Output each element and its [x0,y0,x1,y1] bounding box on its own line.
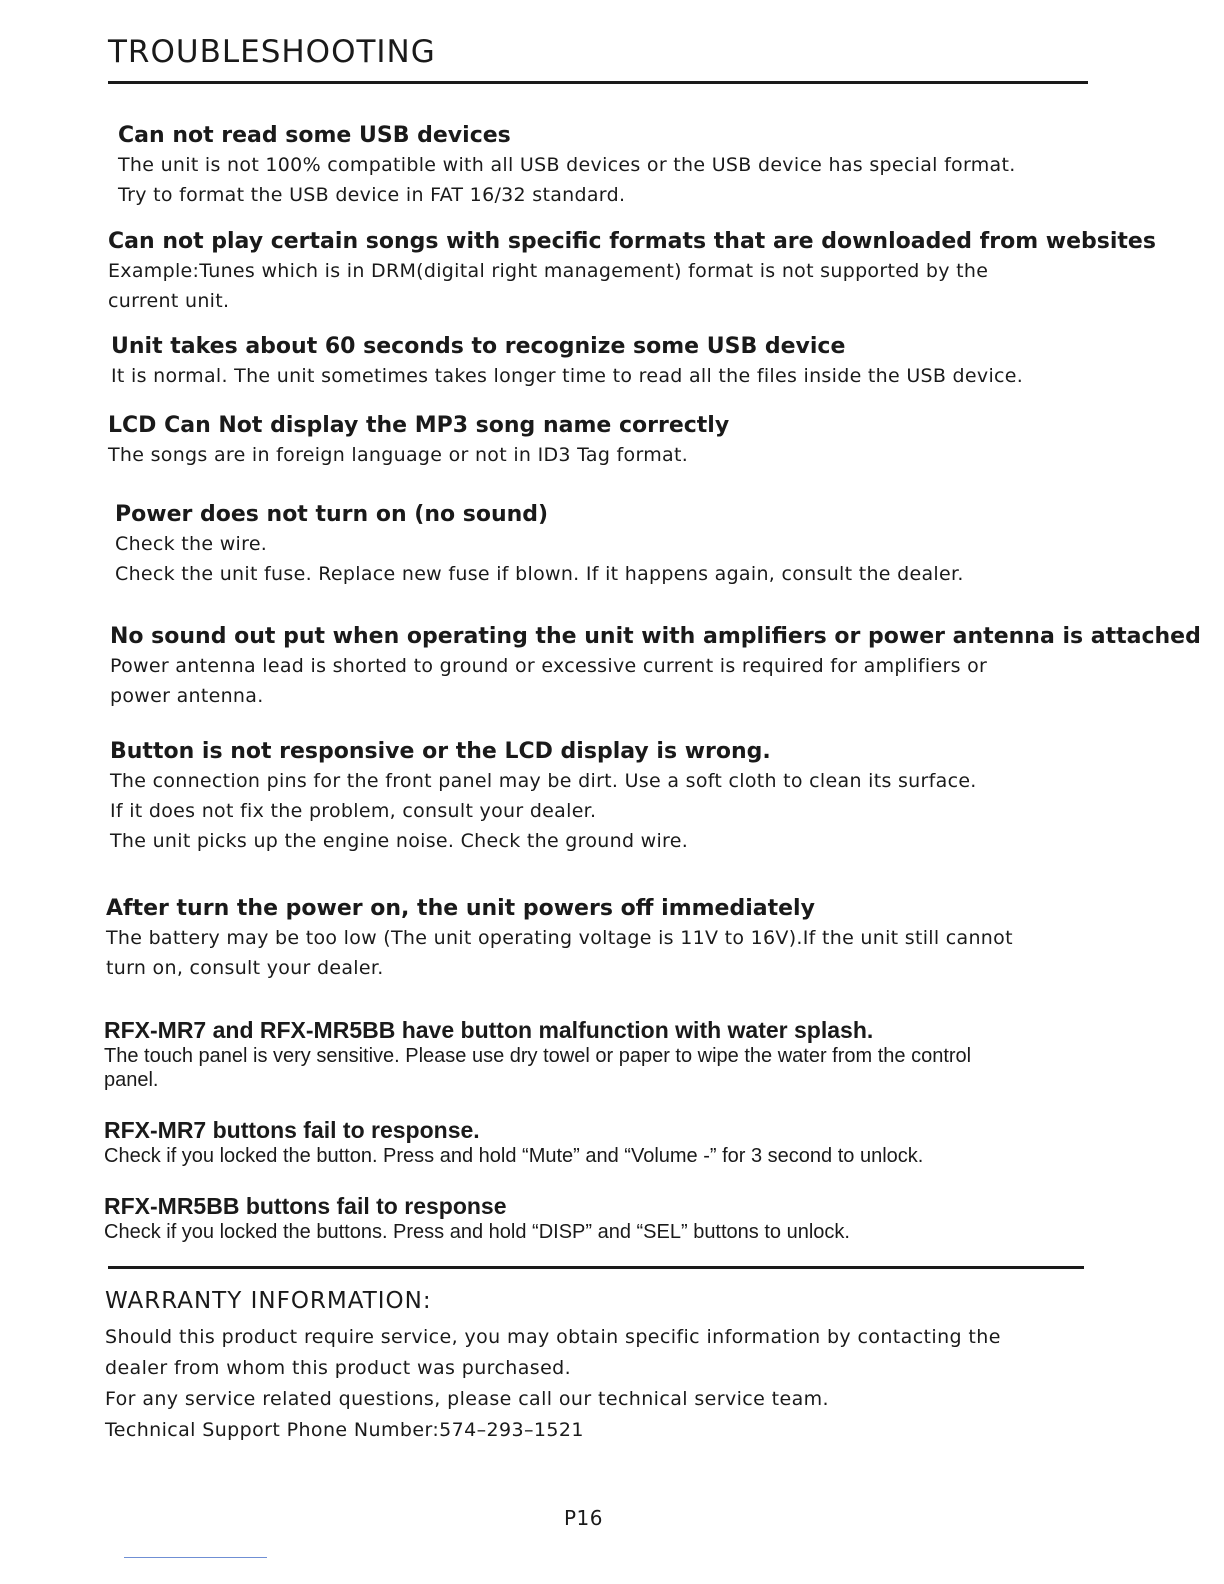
section-mr5bb-buttons [104,1192,850,1244]
section-power-no-sound [115,501,964,589]
section-heading: After turn the power on, the unit powers off immediately [106,896,815,921]
section-text: Check if you locked the button. Press and hold “Mute” and “Volume -” for 3 second to unlock. [104,1145,924,1167]
section-heading: RFX-MR5BB buttons fail to response [104,1193,507,1219]
section-text: current unit. [108,290,230,312]
section-text: The battery may be too low (The unit operating voltage is 11V to 16V).If the unit still cannot [106,927,1013,949]
section-drm-songs [108,228,1156,316]
section-text: It is normal. The unit sometimes takes longer time to read all the files inside the USB device. [111,365,1024,387]
warranty-divider [108,1266,1084,1269]
section-text: power antenna. [110,685,264,707]
section-lcd-song-name [108,412,729,470]
section-heading: RFX-MR7 buttons fail to response. [104,1117,480,1143]
section-text: panel. [104,1069,159,1091]
title-divider [108,81,1088,84]
warranty-text: dealer from whom this product was purchased. [105,1357,572,1379]
section-text: Try to format the USB device in FAT 16/32 standard. [118,184,626,206]
section-text: Check the unit fuse. Replace new fuse if blown. If it happens again, consult the dealer. [115,563,964,585]
section-heading: Button is not responsive or the LCD display is wrong. [110,739,771,764]
section-text: The touch panel is very sensitive. Please use dry towel or paper to wipe the water from the control [104,1045,972,1067]
section-powers-off [106,895,1013,983]
warranty-section [105,1286,1001,1446]
section-heading: No sound out put when operating the unit with amplifiers or power antenna is attached [110,624,1201,649]
section-text: The songs are in foreign language or not in ID3 Tag format. [108,444,689,466]
section-text: The unit picks up the engine noise. Check the ground wire. [110,830,689,852]
section-heading: Unit takes about 60 seconds to recognize some USB device [111,334,846,359]
warranty-text: Should this product require service, you may obtain specific information by contacting the [105,1326,1001,1348]
warranty-text: For any service related questions, please call our technical service team. [105,1388,829,1410]
section-heading: Can not play certain songs with specific formats that are downloaded from websites [108,229,1156,254]
section-heading: Can not read some USB devices [118,123,511,148]
section-amplifier-antenna [110,623,1201,711]
section-heading: RFX-MR7 and RFX-MR5BB have button malfunction with water splash. [104,1017,874,1043]
section-text: The unit is not 100% compatible with all USB devices or the USB device has special format. [118,154,1016,176]
section-usb-read [118,122,1016,210]
section-text: Example:Tunes which is in DRM(digital right management) format is not supported by the [108,260,989,282]
section-text: Check the wire. [115,533,268,555]
page-title: TROUBLESHOOTING [108,34,436,70]
section-heading: Power does not turn on (no sound) [115,502,549,527]
warranty-heading: WARRANTY INFORMATION: [105,1288,432,1314]
support-phone: Technical Support Phone Number:574–293–1521 [105,1419,584,1441]
section-text: turn on, consult your dealer. [106,957,384,979]
section-text: Power antenna lead is shorted to ground or excessive current is required for amplifiers or [110,655,988,677]
section-text: If it does not fix the problem, consult your dealer. [110,800,597,822]
section-mr7-buttons [104,1116,923,1168]
section-water-splash [104,1016,971,1092]
section-heading: LCD Can Not display the MP3 song name correctly [108,413,730,438]
page-number: P16 [564,1506,604,1530]
footer-divider [124,1557,267,1558]
section-button-lcd [110,738,977,856]
section-usb-recognize [111,333,1023,391]
section-text: Check if you locked the buttons. Press and hold “DISP” and “SEL” buttons to unlock. [104,1221,850,1243]
section-text: The connection pins for the front panel may be dirt. Use a soft cloth to clean its surface. [110,770,977,792]
